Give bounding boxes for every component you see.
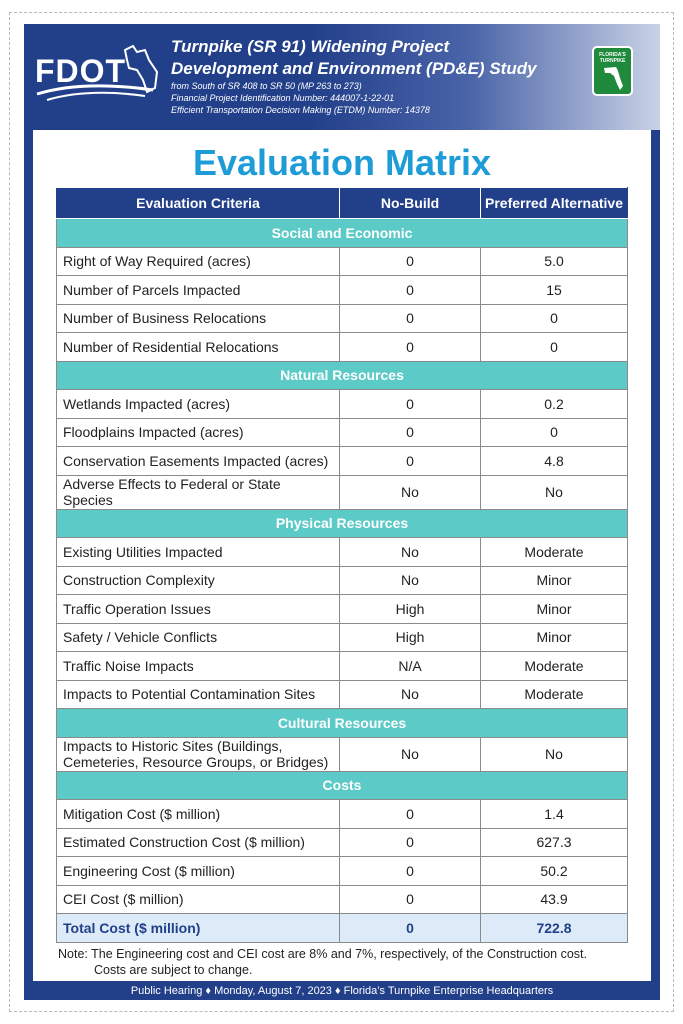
table-row: [57, 800, 628, 829]
section-header-row: [57, 361, 628, 390]
table-row: [57, 333, 628, 362]
criteria-cell: Wetlands Impacted (acres): [57, 390, 340, 419]
no-build-cell: No: [340, 680, 481, 709]
section-header-row: [57, 509, 628, 538]
preferred-alternative-cell: 0.2: [481, 390, 628, 419]
table-row: [57, 595, 628, 624]
svg-text:TURNPIKE: TURNPIKE: [599, 58, 626, 64]
preferred-alternative-cell: 4.8: [481, 447, 628, 476]
preferred-alternative-cell: Minor: [481, 595, 628, 624]
section-title: Social and Economic: [57, 219, 628, 248]
preferred-alternative-cell: No: [481, 475, 628, 509]
no-build-cell: 0: [340, 276, 481, 305]
table-row: [57, 566, 628, 595]
criteria-cell: Estimated Construction Cost ($ million): [57, 828, 340, 857]
footer-event-info: Public Hearing ♦ Monday, August 7, 2023 ♦ Florida’s Turnpike Enterprise Headquarters: [130, 985, 554, 997]
section-title: Cultural Resources: [57, 709, 628, 738]
section-header-row: [57, 219, 628, 248]
total-label: Total Cost ($ million): [57, 914, 340, 943]
table-row: [57, 623, 628, 652]
no-build-cell: 0: [340, 333, 481, 362]
section-title: Costs: [57, 771, 628, 800]
section-header-row: [57, 771, 628, 800]
section-title: Natural Resources: [57, 361, 628, 390]
note-line: Note: The Engineering cost and CEI cost are 8% and 7%, respectively, of the Construction cost.: [58, 947, 587, 961]
cost-note: [58, 946, 648, 978]
no-build-cell: N/A: [340, 652, 481, 681]
table-row: [57, 857, 628, 886]
criteria-cell: Conservation Easements Impacted (acres): [57, 447, 340, 476]
fdot-logo-text: FDOT: [35, 53, 127, 89]
preferred-alternative-cell: 5.0: [481, 247, 628, 276]
no-build-cell: 0: [340, 418, 481, 447]
preferred-alternative-cell: 50.2: [481, 857, 628, 886]
preferred-alternative-cell: 627.3: [481, 828, 628, 857]
preferred-alternative-cell: 1.4: [481, 800, 628, 829]
criteria-cell: Impacts to Potential Contamination Sites: [57, 680, 340, 709]
preferred-alternative-cell: 0: [481, 304, 628, 333]
no-build-cell: 0: [340, 828, 481, 857]
criteria-cell: Traffic Operation Issues: [57, 595, 340, 624]
criteria-cell: Number of Business Relocations: [57, 304, 340, 333]
table-row: [57, 247, 628, 276]
table-row: [57, 538, 628, 567]
criteria-cell: Number of Residential Relocations: [57, 333, 340, 362]
table-row: [57, 304, 628, 333]
total-preferred-alternative: 722.8: [481, 914, 628, 943]
table-row: [57, 390, 628, 419]
total-no-build: 0: [340, 914, 481, 943]
no-build-cell: 0: [340, 247, 481, 276]
table-header-row: [57, 188, 628, 219]
preferred-alternative-cell: No: [481, 737, 628, 771]
preferred-alternative-cell: Moderate: [481, 652, 628, 681]
table-row: [57, 276, 628, 305]
study-title: Development and Environment (PD&E) Study: [171, 59, 537, 78]
column-header: No-Build: [340, 188, 481, 219]
evaluation-matrix-table: [56, 187, 628, 943]
criteria-cell: Impacts to Historic Sites (Buildings, Cemeteries, Resource Groups, or Bridges): [57, 737, 340, 771]
project-limits: from South of SR 408 to SR 50 (MP 263 to 273): [171, 81, 362, 91]
criteria-cell: Adverse Effects to Federal or State Species: [57, 475, 340, 509]
column-header: Evaluation Criteria: [57, 188, 340, 219]
criteria-cell: Right of Way Required (acres): [57, 247, 340, 276]
no-build-cell: 0: [340, 447, 481, 476]
criteria-cell: Number of Parcels Impacted: [57, 276, 340, 305]
florida-turnpike-logo: [592, 46, 633, 96]
etdm-number: Efficient Transportation Decision Making (ETDM) Number: 14378: [171, 105, 430, 115]
svg-text:FLORIDA'S: FLORIDA'S: [599, 52, 626, 58]
preferred-alternative-cell: 0: [481, 333, 628, 362]
no-build-cell: High: [340, 595, 481, 624]
no-build-cell: 0: [340, 390, 481, 419]
table-row: [57, 737, 628, 771]
criteria-cell: Safety / Vehicle Conflicts: [57, 623, 340, 652]
table-row: [57, 828, 628, 857]
no-build-cell: No: [340, 538, 481, 567]
note-line: Costs are subject to change.: [94, 963, 253, 977]
criteria-cell: Construction Complexity: [57, 566, 340, 595]
table-row: [57, 885, 628, 914]
criteria-cell: Engineering Cost ($ million): [57, 857, 340, 886]
table-row: [57, 680, 628, 709]
preferred-alternative-cell: 0: [481, 418, 628, 447]
fdot-logo: [33, 40, 163, 106]
preferred-alternative-cell: Minor: [481, 566, 628, 595]
financial-project-id: Financial Project Identification Number: 444007-1-22-01: [171, 93, 395, 103]
preferred-alternative-cell: 43.9: [481, 885, 628, 914]
document-title: Evaluation Matrix: [192, 142, 492, 183]
section-header-row: [57, 709, 628, 738]
section-title: Physical Resources: [57, 509, 628, 538]
no-build-cell: No: [340, 737, 481, 771]
no-build-cell: 0: [340, 857, 481, 886]
criteria-cell: Existing Utilities Impacted: [57, 538, 340, 567]
no-build-cell: High: [340, 623, 481, 652]
preferred-alternative-cell: Moderate: [481, 680, 628, 709]
header-titles: [171, 36, 581, 116]
criteria-cell: Traffic Noise Impacts: [57, 652, 340, 681]
no-build-cell: 0: [340, 304, 481, 333]
table-row: [57, 652, 628, 681]
column-header: Preferred Alternative: [481, 188, 628, 219]
no-build-cell: No: [340, 475, 481, 509]
no-build-cell: No: [340, 566, 481, 595]
criteria-cell: Floodplains Impacted (acres): [57, 418, 340, 447]
no-build-cell: 0: [340, 800, 481, 829]
table-row: [57, 418, 628, 447]
criteria-cell: Mitigation Cost ($ million): [57, 800, 340, 829]
preferred-alternative-cell: 15: [481, 276, 628, 305]
total-row: [57, 914, 628, 943]
preferred-alternative-cell: Moderate: [481, 538, 628, 567]
criteria-cell: CEI Cost ($ million): [57, 885, 340, 914]
table-row: [57, 447, 628, 476]
project-title: Turnpike (SR 91) Widening Project: [171, 37, 450, 56]
preferred-alternative-cell: Minor: [481, 623, 628, 652]
no-build-cell: 0: [340, 885, 481, 914]
table-row: [57, 475, 628, 509]
